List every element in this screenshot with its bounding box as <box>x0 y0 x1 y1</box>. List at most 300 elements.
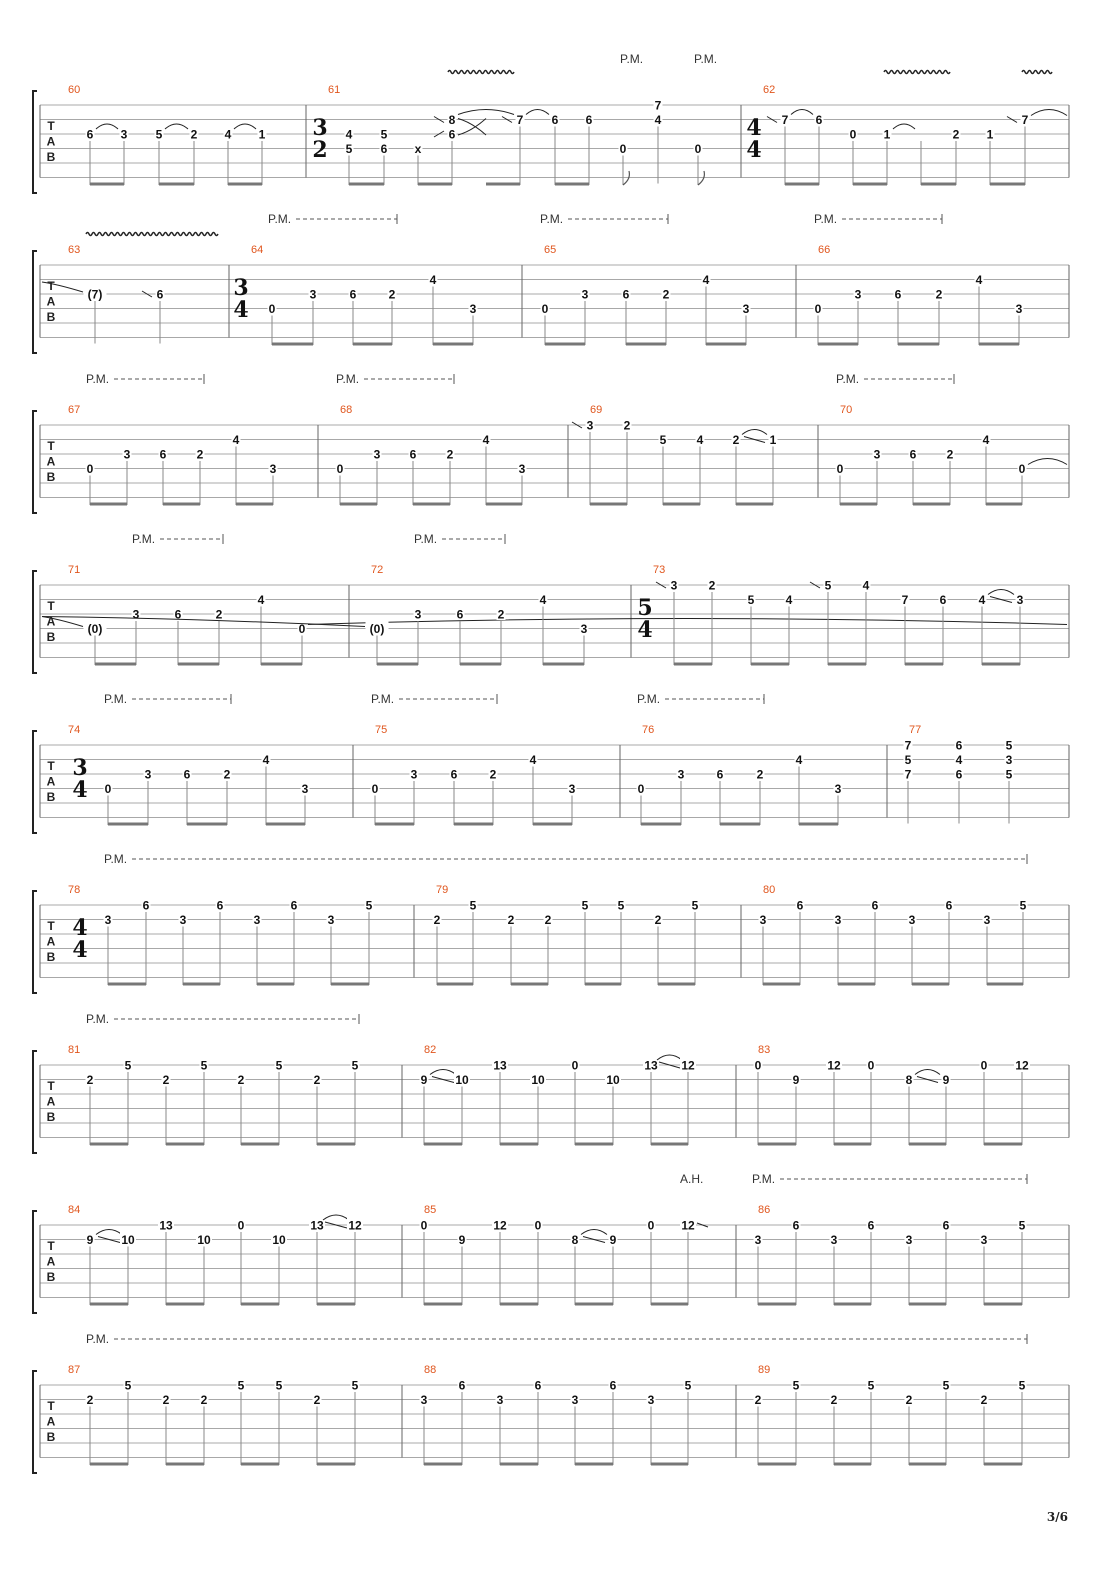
fret-number: 5 <box>469 898 477 913</box>
tab-clef-letter: B <box>46 150 56 164</box>
tie-arc <box>96 124 118 129</box>
page-number: 3/6 <box>1046 1510 1068 1524</box>
fret-number: (0) <box>87 622 103 636</box>
fret-number: 3 <box>834 782 842 796</box>
palm-mute-label: P.M. <box>336 372 360 386</box>
fret-number: 3 <box>327 913 335 927</box>
measure-number: 61 <box>328 84 341 96</box>
tab-system <box>33 532 1069 673</box>
fret-number: 7 <box>904 738 912 753</box>
tab-clef-letter: T <box>47 119 55 133</box>
fret-number: 6 <box>380 142 388 156</box>
palm-mute-label: P.M. <box>540 212 564 226</box>
fret-number: 3 <box>1016 593 1024 607</box>
fret-number: 3 <box>873 447 881 462</box>
fret-number: 12 <box>1015 1058 1029 1073</box>
tab-clef-letter: B <box>46 630 56 644</box>
fret-number: 6 <box>174 607 182 622</box>
fret-number: 3 <box>1015 302 1023 316</box>
fret-number: 6 <box>609 1378 617 1393</box>
fret-number: 7 <box>904 767 912 782</box>
tie-arc <box>988 590 1014 595</box>
fret-number: 0 <box>836 462 844 476</box>
fret-number: 5 <box>275 1058 283 1073</box>
fret-number: 6 <box>942 1218 950 1233</box>
fret-number: 5 <box>942 1378 950 1393</box>
tab-clef-letter: T <box>47 599 55 613</box>
tab-clef-letter: A <box>46 774 56 789</box>
measure-number: 78 <box>68 884 81 896</box>
tie-arc <box>657 1055 682 1060</box>
fret-number: 4 <box>795 753 803 767</box>
measure-number: 87 <box>68 1364 81 1376</box>
fret-number: 5 <box>200 1058 208 1073</box>
tie-arc <box>742 430 767 435</box>
palm-mute-label: P.M. <box>637 692 661 706</box>
system-bracket <box>33 251 37 353</box>
fret-number: 5 <box>824 578 832 593</box>
fret-number: 5 <box>155 127 163 142</box>
fret-number: 3 <box>568 782 576 796</box>
time-signature-denominator: 4 <box>233 297 249 323</box>
fret-number: 3 <box>647 1393 655 1407</box>
fret-number: 6 <box>156 287 164 302</box>
tie-arc <box>526 110 549 115</box>
fret-number: 6 <box>955 738 963 753</box>
fret-number: 0 <box>867 1058 875 1073</box>
vibrato-line <box>884 71 950 74</box>
fret-number: 7 <box>654 98 662 113</box>
fret-number: 2 <box>623 418 631 433</box>
fret-number: 7 <box>1021 113 1029 127</box>
fret-number: 4 <box>955 753 963 767</box>
tab-clef-letter: A <box>46 294 56 309</box>
fret-number: 3 <box>980 1233 988 1247</box>
tab-clef-letter: B <box>46 1430 56 1444</box>
fret-number: 3 <box>759 913 767 927</box>
fret-number: 6 <box>939 593 947 607</box>
fret-number: 0 <box>814 302 822 316</box>
fret-number: 4 <box>257 593 265 607</box>
tab-clef-letter: A <box>46 1094 56 1109</box>
tie-arc <box>96 1230 122 1235</box>
measure-number: 72 <box>371 564 384 576</box>
fret-number: 6 <box>290 898 298 913</box>
fret-number: 1 <box>883 127 891 142</box>
fret-number: 6 <box>349 287 357 302</box>
fret-number: 6 <box>86 127 94 142</box>
vibrato-line <box>86 233 218 236</box>
fret-number: 13 <box>310 1218 324 1233</box>
fret-number: 5 <box>747 593 755 607</box>
fret-number: 6 <box>409 447 417 462</box>
measure-number: 86 <box>758 1204 771 1216</box>
fret-number: 0 <box>754 1058 762 1073</box>
fret-number: 2 <box>215 607 223 622</box>
fret-number: 5 <box>684 1378 692 1393</box>
palm-mute-label: P.M. <box>694 52 718 66</box>
fret-number: 3 <box>104 913 112 927</box>
fret-number: 3 <box>120 127 128 142</box>
system-bracket <box>33 91 37 193</box>
time-signature-numerator: 3 <box>72 755 88 781</box>
fret-number: 2 <box>952 127 960 142</box>
measure-number: 79 <box>436 884 449 896</box>
fret-number: 2 <box>544 913 552 927</box>
fret-number: 2 <box>313 1393 321 1407</box>
fret-number: x <box>414 142 422 156</box>
tie-arc <box>430 1070 456 1075</box>
measure-number: 77 <box>909 724 922 736</box>
fret-number: 0 <box>849 127 857 142</box>
fret-number: 6 <box>871 898 879 913</box>
tab-clef-letter: T <box>47 279 55 293</box>
palm-mute-label: P.M. <box>86 1332 110 1346</box>
palm-mute-label: A.H. <box>680 1172 704 1186</box>
fret-number: 2 <box>190 127 198 142</box>
fret-number: 5 <box>1005 767 1013 782</box>
fret-number: 6 <box>815 113 823 127</box>
fret-number: 10 <box>531 1073 545 1087</box>
tab-clef-letter: A <box>46 934 56 949</box>
fret-number: 2 <box>313 1073 321 1087</box>
fret-number: 3 <box>854 287 862 302</box>
fret-number: 4 <box>982 433 990 447</box>
fret-number: 9 <box>86 1233 94 1247</box>
fret-number: 8 <box>448 113 456 127</box>
fret-number: 12 <box>827 1058 841 1073</box>
tie-arc-out <box>1031 110 1067 116</box>
fret-number: 2 <box>489 767 497 782</box>
measure-number: 60 <box>68 84 81 96</box>
fret-number: 6 <box>622 287 630 302</box>
palm-mute-label: P.M. <box>814 212 838 226</box>
tab-clef-letter: B <box>46 790 56 804</box>
measure-number: 66 <box>818 244 831 256</box>
measure-number: 71 <box>68 564 81 576</box>
palm-mute-label: P.M. <box>268 212 292 226</box>
fret-number: 5 <box>691 898 699 913</box>
fret-number: 4 <box>262 753 270 767</box>
time-signature-numerator: 4 <box>746 115 762 141</box>
fret-number: 0 <box>268 302 276 316</box>
palm-mute-label: P.M. <box>371 692 395 706</box>
measure-number: 64 <box>251 244 264 256</box>
fret-number: 2 <box>732 433 740 447</box>
time-signature-numerator: 5 <box>637 595 653 621</box>
tab-clef-letter: T <box>47 1239 55 1253</box>
fret-number: 3 <box>742 302 750 316</box>
fret-number: 3 <box>905 1233 913 1247</box>
fret-number: 4 <box>702 273 710 287</box>
vibrato-line <box>1022 71 1052 74</box>
tie-arc <box>893 124 915 129</box>
fret-number: 8 <box>905 1073 913 1087</box>
time-signature-numerator: 4 <box>72 915 88 941</box>
tab-clef-letter: T <box>47 919 55 933</box>
fret-number: 5 <box>1005 738 1013 753</box>
fret-number: 12 <box>493 1218 507 1233</box>
time-signature-denominator: 4 <box>72 937 88 963</box>
fret-number: 6 <box>534 1378 542 1393</box>
fret-number: 2 <box>935 287 943 302</box>
fret-number: 3 <box>586 418 594 433</box>
fret-number: 0 <box>980 1058 988 1073</box>
fret-number: 6 <box>216 898 224 913</box>
measure-number: 75 <box>375 724 388 736</box>
fret-number: 13 <box>493 1058 507 1073</box>
fret-number: (7) <box>87 287 103 302</box>
fret-number: 5 <box>124 1378 132 1393</box>
fret-number: 3 <box>754 1233 762 1247</box>
fret-number: 3 <box>179 913 187 927</box>
time-signature-numerator: 3 <box>312 115 328 141</box>
tab-system <box>33 52 1069 193</box>
fret-number: 6 <box>183 767 191 782</box>
fret-number: 12 <box>681 1218 695 1233</box>
fret-number: 4 <box>539 593 547 607</box>
tie-arc <box>581 1230 607 1235</box>
fret-number: 6 <box>909 447 917 462</box>
fret-number: 0 <box>1018 462 1026 476</box>
fret-number: 4 <box>482 433 490 447</box>
fret-number: 9 <box>458 1233 466 1247</box>
fret-number: 6 <box>456 607 464 622</box>
fret-number: 3 <box>123 447 131 462</box>
fret-number: 5 <box>1019 898 1027 913</box>
fret-number: 7 <box>516 113 524 127</box>
fret-number: 0 <box>237 1218 245 1233</box>
fret-number: 4 <box>978 593 986 607</box>
fret-number: 5 <box>1018 1378 1026 1393</box>
fret-number: 2 <box>662 287 670 302</box>
fret-number: 13 <box>159 1218 173 1233</box>
tab-clef-letter: A <box>46 134 56 149</box>
measure-number: 65 <box>544 244 557 256</box>
tab-clef-letter: A <box>46 454 56 469</box>
fret-number: 6 <box>867 1218 875 1233</box>
cross-tie <box>458 119 486 136</box>
fret-number: 8 <box>571 1233 579 1247</box>
fret-number: 12 <box>681 1058 695 1073</box>
fret-number: 3 <box>253 913 261 927</box>
fret-number: 5 <box>124 1058 132 1073</box>
time-signature-denominator: 4 <box>72 777 88 803</box>
tab-system <box>33 1332 1069 1473</box>
fret-number: 3 <box>670 578 678 593</box>
fret-number: 7 <box>781 113 789 127</box>
fret-number: 0 <box>420 1218 428 1233</box>
fret-number: 3 <box>414 607 422 622</box>
fret-number: 3 <box>580 622 588 636</box>
measure-number: 67 <box>68 404 81 416</box>
fret-number: 2 <box>905 1393 913 1407</box>
fret-number: 13 <box>644 1058 658 1073</box>
tab-clef-letter: B <box>46 950 56 964</box>
tab-clef-letter: T <box>47 439 55 453</box>
fret-number: 1 <box>258 127 266 142</box>
system-bracket <box>33 1051 37 1153</box>
fret-number: 5 <box>237 1378 245 1393</box>
fret-number: 2 <box>754 1393 762 1407</box>
fret-number: 4 <box>862 578 870 593</box>
fret-number: 5 <box>659 433 667 447</box>
fret-number: 2 <box>446 447 454 462</box>
time-signature-denominator: 2 <box>312 137 328 163</box>
fret-number: 10 <box>121 1233 135 1247</box>
measure-number: 76 <box>642 724 655 736</box>
fret-number: 2 <box>388 287 396 302</box>
fret-number: 0 <box>534 1218 542 1233</box>
fret-number: 3 <box>144 767 152 782</box>
tab-system <box>33 1012 1069 1153</box>
fret-number: 3 <box>410 767 418 782</box>
palm-mute-label: P.M. <box>836 372 860 386</box>
system-bracket <box>33 1211 37 1313</box>
fret-number: 3 <box>908 913 916 927</box>
fret-number: 6 <box>792 1218 800 1233</box>
fret-number: 6 <box>450 767 458 782</box>
fret-number: 4 <box>785 593 793 607</box>
fret-number: 9 <box>609 1233 617 1247</box>
fret-number: 3 <box>309 287 317 302</box>
fret-number: 3 <box>518 462 526 476</box>
fret-number: 4 <box>224 127 232 142</box>
fret-number: 3 <box>469 302 477 316</box>
fret-number: 3 <box>1005 753 1013 767</box>
tie-arc <box>165 124 188 129</box>
tab-system <box>33 852 1069 993</box>
fret-number: 5 <box>617 898 625 913</box>
fret-number: 5 <box>365 898 373 913</box>
measure-number: 85 <box>424 1204 437 1216</box>
fret-number: 4 <box>975 273 983 287</box>
tie-arc <box>323 1215 349 1220</box>
measure-number: 80 <box>763 884 776 896</box>
fret-number: 0 <box>336 462 344 476</box>
fret-number: 2 <box>86 1393 94 1407</box>
fret-number: 0 <box>298 622 306 636</box>
fret-number: 4 <box>429 273 437 287</box>
fret-number: 0 <box>104 782 112 796</box>
measure-number: 63 <box>68 244 81 256</box>
fret-number: 9 <box>792 1073 800 1087</box>
measure-number: 68 <box>340 404 353 416</box>
fret-number: 2 <box>830 1393 838 1407</box>
fret-number: 5 <box>275 1378 283 1393</box>
fret-number: 5 <box>345 142 353 156</box>
fret-number: 5 <box>1018 1218 1026 1233</box>
measure-number: 84 <box>68 1204 81 1216</box>
fret-number: 4 <box>529 753 537 767</box>
fret-number: 2 <box>162 1393 170 1407</box>
fret-number: 10 <box>272 1233 286 1247</box>
tab-clef-letter: B <box>46 310 56 324</box>
measure-number: 81 <box>68 1044 81 1056</box>
fret-number: 2 <box>223 767 231 782</box>
tab-system <box>33 1172 1069 1313</box>
tab-clef-letter: A <box>46 614 56 629</box>
fret-number: 5 <box>380 127 388 142</box>
palm-mute-label: P.M. <box>86 372 110 386</box>
fret-number: 4 <box>232 433 240 447</box>
tie-arc-out <box>1028 459 1067 465</box>
system-bracket <box>33 411 37 513</box>
fret-number: 6 <box>585 113 593 127</box>
tab-clef-letter: A <box>46 1414 56 1429</box>
tab-system <box>33 692 1069 833</box>
fret-number: 6 <box>716 767 724 782</box>
fret-number: 9 <box>942 1073 950 1087</box>
fret-number: 2 <box>86 1073 94 1087</box>
tie-arc <box>458 110 514 115</box>
fret-number: 0 <box>571 1058 579 1073</box>
measure-number: 74 <box>68 724 81 736</box>
fret-number: 3 <box>269 462 277 476</box>
fret-number: 10 <box>606 1073 620 1087</box>
fret-number: 6 <box>551 113 559 127</box>
fret-number: 7 <box>901 593 909 607</box>
fret-number: 3 <box>420 1393 428 1407</box>
palm-mute-label: P.M. <box>86 1012 110 1026</box>
tie-arc <box>234 124 256 129</box>
measure-number: 70 <box>840 404 853 416</box>
fret-number: 5 <box>351 1378 359 1393</box>
fret-number: 2 <box>237 1073 245 1087</box>
measure-number: 89 <box>758 1364 771 1376</box>
palm-mute-label: P.M. <box>414 532 438 546</box>
fret-number: 6 <box>945 898 953 913</box>
tab-clef-letter: A <box>46 1254 56 1269</box>
measure-number: 88 <box>424 1364 437 1376</box>
fret-number: 6 <box>142 898 150 913</box>
palm-mute-label: P.M. <box>132 532 156 546</box>
tab-clef-letter: B <box>46 1270 56 1284</box>
tab-clef-letter: T <box>47 759 55 773</box>
fret-number: 3 <box>373 447 381 462</box>
time-signature-denominator: 4 <box>746 137 762 163</box>
fret-number: 3 <box>677 767 685 782</box>
measure-number: 73 <box>653 564 666 576</box>
fret-number: 10 <box>197 1233 211 1247</box>
fret-number: 3 <box>834 913 842 927</box>
measure-number: 82 <box>424 1044 437 1056</box>
tie-arc <box>915 1070 940 1075</box>
fret-number: 2 <box>946 447 954 462</box>
fret-number: 0 <box>86 462 94 476</box>
fret-number: 0 <box>647 1218 655 1233</box>
fret-number: 2 <box>196 447 204 462</box>
fret-number: 6 <box>796 898 804 913</box>
fret-number: 1 <box>986 127 994 142</box>
fret-number: 2 <box>708 578 716 593</box>
fret-number: 2 <box>756 767 764 782</box>
fret-number: 2 <box>162 1073 170 1087</box>
fret-number: 4 <box>654 113 662 127</box>
fret-number: 6 <box>458 1378 466 1393</box>
system-bracket <box>33 891 37 993</box>
fret-number: 10 <box>455 1073 469 1087</box>
fret-number: 3 <box>132 607 140 622</box>
fret-number: 6 <box>448 127 456 142</box>
fret-number: 0 <box>371 782 379 796</box>
fret-number: 1 <box>769 433 777 447</box>
tab-system <box>33 372 1069 513</box>
fret-number: 5 <box>867 1378 875 1393</box>
cross-tie <box>458 119 486 136</box>
fret-number: 9 <box>420 1073 428 1087</box>
fret-number: 0 <box>694 142 702 156</box>
